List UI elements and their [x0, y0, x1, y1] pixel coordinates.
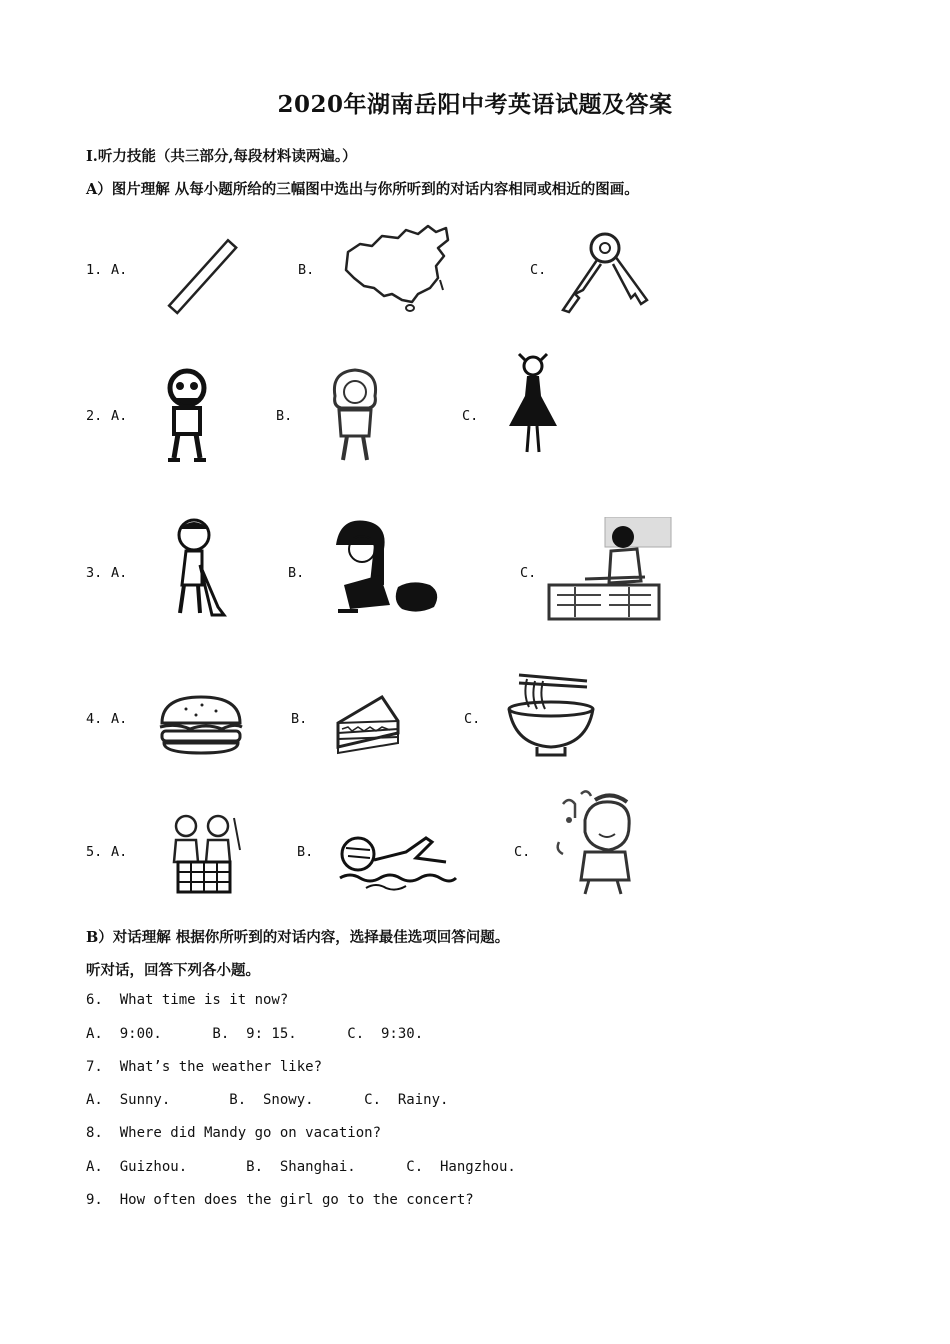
singing-picture[interactable]	[555, 790, 649, 898]
option-a-label: A.	[111, 711, 128, 727]
playing-chess-picture[interactable]	[162, 810, 246, 896]
option-b-label: B.	[297, 844, 314, 860]
option-b-label: B.	[298, 262, 315, 278]
sandwich-picture[interactable]	[332, 693, 404, 759]
question-text: 6. What time is it now?	[86, 992, 289, 1008]
question-number: 3.	[86, 565, 103, 581]
answer-options: A. Guizhou. B. Shanghai. C. Hangzhou.	[86, 1159, 516, 1175]
boy-sweeping-picture[interactable]	[158, 515, 230, 619]
question-number: 5.	[86, 844, 103, 860]
ruler-picture[interactable]	[163, 235, 243, 320]
question-text: 7. What’s the weather like?	[86, 1059, 323, 1075]
answer-options: A. Sunny. B. Snowy. C. Rainy.	[86, 1092, 449, 1108]
question-number: 2.	[86, 408, 103, 424]
part-a-heading: A）图片理解 从每小题所给的三幅图中选出与你所听到的对话内容相同或相近的图画。	[86, 181, 639, 198]
picture-question-row	[0, 802, 950, 932]
option-a-label: A.	[111, 565, 128, 581]
question-number: 4.	[86, 711, 103, 727]
option-b-label: B.	[276, 408, 293, 424]
noodles-picture[interactable]	[505, 667, 597, 759]
answer-options: A. 9:00. B. 9: 15. C. 9:30.	[86, 1026, 424, 1042]
question-number: 1.	[86, 262, 103, 278]
option-c-label: C.	[530, 262, 547, 278]
china-map-picture[interactable]	[342, 222, 454, 312]
question-text: 9. How often does the girl go to the concert?	[86, 1192, 474, 1208]
option-c-label: C.	[462, 408, 479, 424]
option-b-label: B.	[291, 711, 308, 727]
option-a-label: A.	[111, 844, 128, 860]
swimming-picture[interactable]	[336, 832, 460, 892]
picture-question-row	[0, 669, 950, 799]
hamburger-picture[interactable]	[156, 693, 246, 757]
girl-curly-hair-picture[interactable]	[325, 366, 385, 466]
picture-question-row	[0, 366, 950, 496]
girl-cooking-picture[interactable]	[545, 517, 673, 629]
section-heading: I.听力技能（共三部分,每段材料读两遍。）	[86, 148, 357, 165]
option-a-label: A.	[111, 262, 128, 278]
option-c-label: C.	[464, 711, 481, 727]
question-text: 8. Where did Mandy go on vacation?	[86, 1125, 382, 1141]
girl-dress-picture[interactable]	[505, 352, 560, 460]
option-a-label: A.	[111, 408, 128, 424]
picture-question-row	[0, 523, 950, 653]
option-c-label: C.	[520, 565, 537, 581]
keys-picture[interactable]	[555, 228, 655, 316]
picture-question-row	[0, 220, 950, 350]
page-title: 2020年湖南岳阳中考英语试题及答案	[277, 91, 673, 118]
part-b-heading: B）对话理解 根据你所听到的对话内容，选择最佳选项回答问题。	[86, 929, 510, 946]
instruction-text: 听对话，回答下列各小题。	[86, 962, 260, 979]
option-b-label: B.	[288, 565, 305, 581]
option-c-label: C.	[514, 844, 531, 860]
girl-cleaning-floor-picture[interactable]	[330, 515, 448, 619]
old-man-picture[interactable]	[158, 366, 216, 464]
